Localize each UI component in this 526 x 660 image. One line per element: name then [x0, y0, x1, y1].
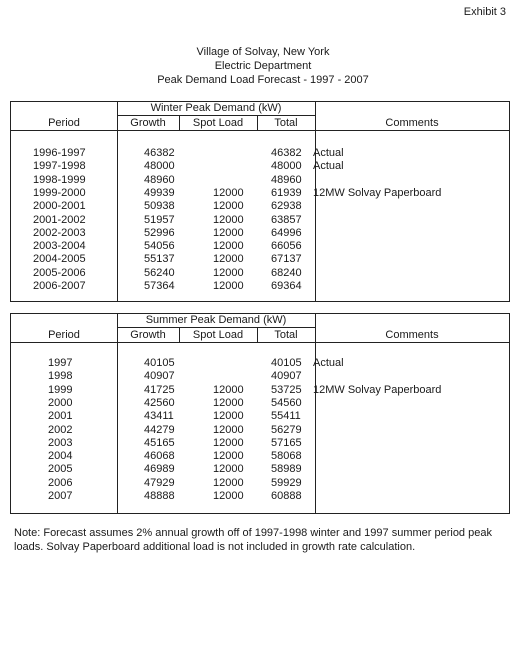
growth-cell: 57364: [144, 280, 175, 292]
winter-table: [10, 101, 510, 302]
summer-header-total: Total: [274, 329, 298, 341]
growth-cell: 49939: [144, 186, 175, 199]
total-cell: 55411: [271, 410, 301, 423]
table-row: [11, 424, 509, 437]
period-cell: 2002: [48, 423, 73, 436]
growth-cell: 50938: [144, 200, 175, 213]
spot-load-cell: 12000: [213, 280, 244, 292]
table-row: [11, 357, 509, 370]
period-cell: 1999: [48, 383, 73, 396]
growth-cell: 56240: [144, 266, 175, 279]
total-cell: 48960: [271, 173, 302, 186]
period-cell: 2004-2005: [33, 253, 86, 266]
table-row: [11, 253, 509, 266]
growth-cell: 48960: [144, 173, 175, 186]
winter-header-spot-load: Spot Load: [192, 117, 244, 129]
growth-cell: 52996: [144, 226, 175, 239]
total-cell: 40907: [271, 370, 302, 383]
period-cell: 1999-2000: [33, 186, 86, 199]
growth-cell: 54056: [144, 240, 175, 253]
table-row: [11, 160, 509, 173]
growth-cell: 42560: [144, 396, 175, 409]
total-cell: 66056: [271, 240, 302, 253]
period-cell: 1998-1999: [33, 173, 86, 186]
total-cell: 64996: [271, 226, 302, 239]
total-cell: 63857: [271, 213, 302, 226]
spot-load-cell: 12000: [213, 383, 244, 396]
growth-cell: 43411: [144, 410, 174, 423]
period-cell: 2006: [48, 476, 73, 489]
period-cell: 1998: [48, 370, 73, 383]
growth-cell: 46068: [144, 450, 175, 463]
total-cell: 56279: [271, 423, 302, 436]
growth-cell: 48888: [144, 490, 175, 502]
total-cell: 61939: [271, 186, 302, 199]
winter-header-period: Period: [48, 117, 80, 129]
spot-load-cell: 12000: [213, 396, 244, 409]
total-cell: 67137: [271, 253, 302, 266]
document-title-line2: Electric Department: [214, 60, 312, 72]
exhibit-label: Exhibit 3: [463, 6, 506, 18]
summer-header-comments: Comments: [385, 329, 439, 341]
spot-load-cell: 12000: [213, 186, 244, 199]
growth-cell: 40907: [144, 370, 175, 383]
total-cell: 54560: [271, 396, 302, 409]
growth-cell: 41725: [144, 383, 175, 396]
summer-header-spot-load: Spot Load: [192, 329, 244, 341]
total-cell: 58068: [271, 450, 302, 463]
spot-load-cell: 12000: [213, 423, 244, 436]
period-cell: 2002-2003: [33, 226, 86, 239]
total-cell: 59929: [271, 476, 302, 489]
comment-cell: Actual: [313, 160, 344, 173]
total-cell: 68240: [271, 266, 302, 279]
period-cell: 2001: [48, 410, 73, 423]
spot-load-cell: 12000: [213, 410, 244, 423]
period-cell: 2001-2002: [33, 213, 86, 226]
winter-header-total: Total: [274, 117, 298, 129]
table-row: [11, 280, 509, 293]
spot-load-cell: 12000: [213, 213, 244, 226]
table-row: [11, 200, 509, 213]
spot-load-cell: 12000: [213, 266, 244, 279]
spot-load-cell: 12000: [213, 476, 244, 489]
table-row: [11, 147, 509, 160]
period-cell: 2005: [48, 463, 73, 476]
period-cell: 2003: [48, 436, 73, 449]
spot-load-cell: 12000: [213, 240, 244, 253]
period-cell: 2007: [48, 490, 73, 502]
growth-cell: 46989: [144, 463, 175, 476]
period-cell: 1997-1998: [33, 160, 86, 173]
winter-group-header: Winter Peak Demand (kW): [150, 102, 282, 114]
table-row: [11, 437, 509, 450]
growth-cell: 45165: [144, 436, 175, 449]
document-title-line1: Village of Solvay, New York: [196, 46, 330, 58]
total-cell: 60888: [271, 490, 302, 502]
summer-group-header: Summer Peak Demand (kW): [145, 314, 287, 326]
comment-cell: Actual: [313, 147, 344, 159]
growth-cell: 44279: [144, 423, 175, 436]
table-row: [11, 214, 509, 227]
total-cell: 40105: [271, 357, 302, 369]
table-row: [11, 477, 509, 490]
table-row: [11, 450, 509, 463]
table-row: [11, 384, 509, 397]
growth-cell: 55137: [144, 253, 175, 266]
period-cell: 2006-2007: [33, 280, 86, 292]
table-row: [11, 227, 509, 240]
period-cell: 2004: [48, 450, 73, 463]
footnote: Note: Forecast assumes 2% annual growth off of 1997-1998 winter and 1997 summer period peak loads. Solvay Paperboard additional load is not included in growth rate calculation.: [14, 527, 492, 553]
spot-load-cell: 12000: [213, 200, 244, 213]
total-cell: 62938: [271, 200, 302, 213]
period-cell: 2000: [48, 396, 73, 409]
spot-load-cell: 12000: [213, 253, 244, 266]
table-row: [11, 410, 509, 423]
table-row: [11, 240, 509, 253]
growth-cell: 46382: [144, 147, 175, 159]
total-cell: 57165: [271, 436, 302, 449]
total-cell: 46382: [271, 147, 302, 159]
comment-cell: 12MW Solvay Paperboard: [313, 186, 442, 199]
period-cell: 2000-2001: [33, 200, 86, 213]
table-row: [11, 174, 509, 187]
summer-header-period: Period: [48, 329, 80, 341]
total-cell: 53725: [271, 383, 302, 396]
period-cell: 2005-2006: [33, 266, 86, 279]
winter-header-growth: Growth: [130, 117, 166, 129]
total-cell: 58989: [271, 463, 302, 476]
growth-cell: 48000: [144, 160, 175, 173]
spot-load-cell: 12000: [213, 463, 244, 476]
total-cell: 48000: [271, 160, 302, 173]
period-cell: 1997: [48, 357, 73, 369]
summer-header-growth: Growth: [130, 329, 166, 341]
table-row: [11, 187, 509, 200]
document-title-line3: Peak Demand Load Forecast - 1997 - 2007: [157, 74, 369, 86]
spot-load-cell: 12000: [213, 226, 244, 239]
table-row: [11, 267, 509, 280]
table-row: [11, 463, 509, 476]
spot-load-cell: 12000: [213, 490, 244, 502]
growth-cell: 47929: [144, 476, 175, 489]
growth-cell: 51957: [144, 213, 175, 226]
period-cell: 1996-1997: [33, 147, 86, 159]
spot-load-cell: 12000: [213, 436, 244, 449]
table-row: [11, 490, 509, 503]
growth-cell: 40105: [144, 357, 175, 369]
table-row: [11, 397, 509, 410]
summer-table: [10, 313, 510, 514]
winter-header-comments: Comments: [385, 117, 439, 129]
spot-load-cell: 12000: [213, 450, 244, 463]
comment-cell: Actual: [313, 357, 344, 369]
comment-cell: 12MW Solvay Paperboard: [313, 383, 442, 396]
total-cell: 69364: [271, 280, 302, 292]
table-row: [11, 370, 509, 383]
period-cell: 2003-2004: [33, 240, 86, 253]
